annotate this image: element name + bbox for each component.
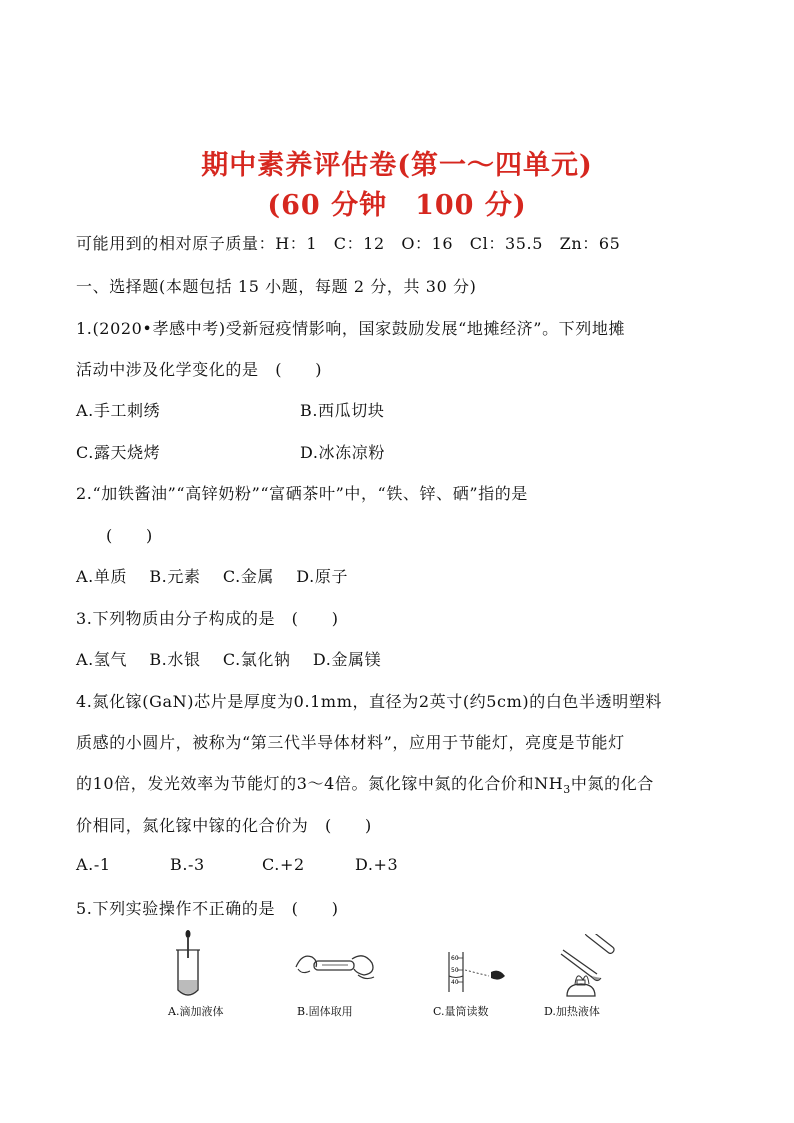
caption-a: A.滴加液体: [168, 1005, 224, 1018]
page-subtitle: (60 分钟 100 分): [267, 190, 527, 221]
q1-option-d: D.冰冻凉粉: [300, 443, 385, 462]
caption-c: C.量筒读数: [433, 1005, 489, 1018]
figure-b-solid: [292, 945, 378, 987]
dropper-test-tube-illustration: [168, 928, 208, 998]
q1-stem-line2: 活动中涉及化学变化的是 ( ): [76, 360, 323, 379]
page-title: 期中素养评估卷(第一～四单元): [201, 150, 593, 181]
q4-line3-tail: 中氮的化合: [570, 774, 654, 793]
caption-b: B.固体取用: [297, 1005, 353, 1018]
q4-line3-text: 的10倍，发光效率为节能灯的3～4倍。氮化镓中氮的化合价和NH: [76, 774, 564, 793]
q4-stem-line1: 4.氮化镓(GaN)芯片是厚度为0.1mm，直径为2英寸(约5cm)的白色半透明塑料: [76, 692, 663, 711]
figure-a-dropper: [168, 928, 208, 998]
q4-stem-line3: [76, 771, 654, 796]
q4-option-d: D.+3: [355, 855, 399, 874]
tick-60: 60: [451, 955, 459, 962]
q5-stem: 5.下列实验操作不正确的是 ( ): [76, 899, 339, 918]
q3-options: A.氢气 B.水银 C.氯化钠 D.金属镁: [76, 650, 382, 669]
atomic-mass-line: 可能用到的相对原子质量：H：1 C：12 O：16 Cl：35.5 Zn：65: [76, 234, 621, 253]
q3-stem: 3.下列物质由分子构成的是 ( ): [76, 609, 339, 628]
tick-50: 50: [451, 967, 459, 974]
cylinder-reading-illustration: [445, 950, 511, 994]
nh3-subscript: 3: [563, 783, 571, 797]
solid-reagent-illustration: [292, 945, 378, 987]
q4-option-b: B.-3: [170, 855, 205, 874]
q1-option-a: A.手工刺绣: [76, 401, 161, 420]
figure-c-cylinder: [445, 950, 511, 994]
q1-stem-line1: 1.(2020•孝感中考)受新冠疫情影响，国家鼓励发展“地摊经济”。下列地摊: [76, 319, 626, 338]
q4-option-c: C.+2: [262, 855, 305, 874]
q4-stem-line4: 价相同，氮化镓中镓的化合价为 ( ): [76, 816, 372, 835]
q4-stem-line2: 质感的小圆片，被称为“第三代半导体材料”，应用于节能灯，亮度是节能灯: [76, 733, 625, 752]
q2-stem-line2: ( ): [106, 526, 153, 545]
figure-d-heating: [553, 934, 627, 998]
q2-options: A.单质 B.元素 C.金属 D.原子: [76, 567, 349, 586]
heating-liquid-illustration: [553, 934, 627, 998]
caption-d: D.加热液体: [544, 1005, 600, 1018]
tick-40: 40: [451, 979, 459, 986]
eye-icon: [491, 971, 505, 980]
q1-option-b: B.西瓜切块: [300, 401, 385, 420]
section-title: 一、选择题(本题包括 15 小题，每题 2 分，共 30 分): [76, 277, 477, 296]
q4-option-a: A.-1: [76, 855, 111, 874]
q1-option-c: C.露天烧烤: [76, 443, 161, 462]
q2-stem-line1: 2.“加铁酱油”“高锌奶粉”“富硒茶叶”中，“铁、锌、硒”指的是: [76, 484, 528, 503]
